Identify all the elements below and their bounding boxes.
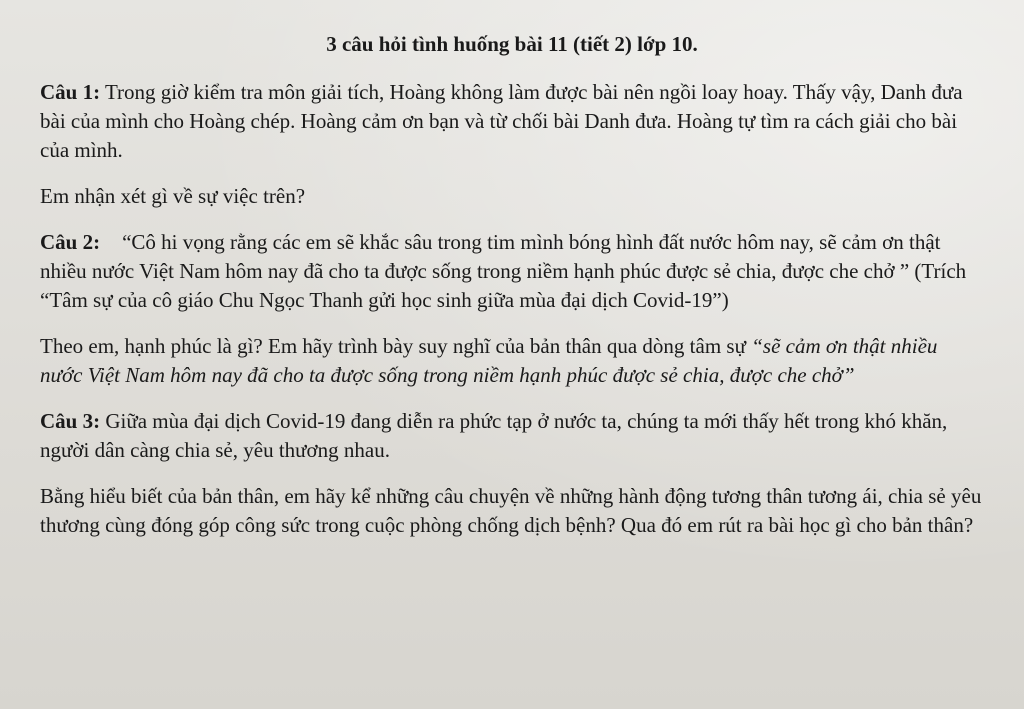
question-3 bbox=[40, 407, 984, 465]
question-1-text: Trong giờ kiểm tra môn giải tích, Hoàng không làm được bài nên ngồi loay hoay. Thấy vậy, Danh đưa bài của mình cho Hoàng chép. Hoàng cảm ơn bạn và từ chối bài Danh đưa. Hoàng tự tìm ra cách giải cho bài của mình. bbox=[40, 80, 963, 162]
question-3-text: Giữa mùa đại dịch Covid-19 đang diễn ra phức tạp ở nước ta, chúng ta mới thấy hết trong khó khăn, người dân càng chia sẻ, yêu thương nhau. bbox=[40, 409, 948, 462]
question-2-prompt bbox=[40, 332, 984, 390]
question-3-prompt: Bằng hiểu biết của bản thân, em hãy kể những câu chuyện về những hành động tương thân tương ái, chia sẻ yêu thương cùng đóng góp công sức trong cuộc phòng chống dịch bệnh? Qua đó em rút ra bài học gì cho bản thân? bbox=[40, 484, 982, 537]
question-2-prompt-quote: “sẽ cảm ơn thật nhiều nước Việt Nam hôm nay đã cho ta được sống trong niềm hạnh phúc được sẻ chia, được che chở” bbox=[40, 334, 938, 387]
question-1 bbox=[40, 78, 984, 165]
question-1-prompt: Em nhận xét gì về sự việc trên? bbox=[40, 184, 306, 208]
question-1-label: Câu 1: bbox=[40, 80, 101, 104]
question-2-quote: “Cô hi vọng rằng các em sẽ khắc sâu trong tim mình bóng hình đất nước hôm nay, sẽ cảm ơn thật nhiều nước Việt Nam hôm nay đã cho ta được sống trong niềm hạnh phúc được sẻ chia, được che chở ” bbox=[40, 230, 941, 283]
question-2-prompt-lead: Theo em, hạnh phúc là gì? Em hãy trình bày suy nghĩ của bản thân qua dòng tâm sự bbox=[40, 334, 752, 358]
question-2 bbox=[40, 228, 984, 315]
document-title: 3 câu hỏi tình huống bài 11 (tiết 2) lớp 10. bbox=[326, 32, 698, 56]
question-2-label: Câu 2: bbox=[40, 230, 101, 254]
question-2-source: (Trích “Tâm sự của cô giáo Chu Ngọc Thanh gửi học sinh giữa mùa đại dịch Covid-19”) bbox=[40, 259, 967, 312]
question-3-label: Câu 3: bbox=[40, 409, 101, 433]
